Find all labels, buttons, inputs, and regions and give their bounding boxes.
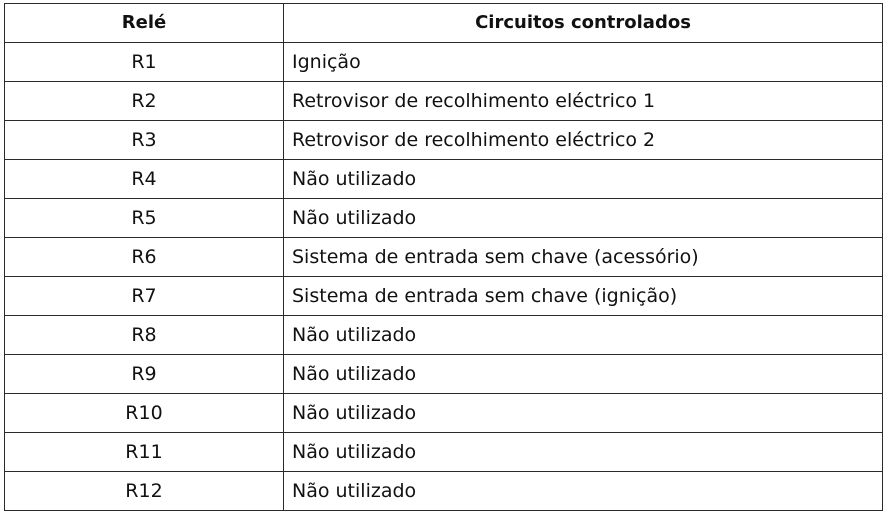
relay-cell: R12 bbox=[5, 472, 284, 511]
circuit-cell: Ignição bbox=[284, 43, 883, 82]
relay-cell: R9 bbox=[5, 355, 284, 394]
circuit-cell: Não utilizado bbox=[284, 199, 883, 238]
table-row bbox=[5, 277, 883, 316]
relay-cell: R8 bbox=[5, 316, 284, 355]
relay-cell: R4 bbox=[5, 160, 284, 199]
table-row bbox=[5, 316, 883, 355]
table-row bbox=[5, 394, 883, 433]
table-row bbox=[5, 355, 883, 394]
table-header-row bbox=[5, 4, 883, 43]
circuit-cell: Não utilizado bbox=[284, 355, 883, 394]
relay-cell: R7 bbox=[5, 277, 284, 316]
circuit-cell: Não utilizado bbox=[284, 433, 883, 472]
circuit-cell: Não utilizado bbox=[284, 160, 883, 199]
header-relay: Relé bbox=[5, 4, 284, 43]
circuit-cell: Não utilizado bbox=[284, 472, 883, 511]
table-row bbox=[5, 199, 883, 238]
table-row bbox=[5, 121, 883, 160]
table-row bbox=[5, 43, 883, 82]
relay-cell: R6 bbox=[5, 238, 284, 277]
relay-cell: R5 bbox=[5, 199, 284, 238]
table-row bbox=[5, 82, 883, 121]
circuit-cell: Sistema de entrada sem chave (acessório) bbox=[284, 238, 883, 277]
circuit-cell: Não utilizado bbox=[284, 394, 883, 433]
relay-cell: R3 bbox=[5, 121, 284, 160]
table-row bbox=[5, 472, 883, 511]
circuit-cell: Retrovisor de recolhimento eléctrico 2 bbox=[284, 121, 883, 160]
relay-table bbox=[4, 3, 883, 511]
table-row bbox=[5, 160, 883, 199]
circuit-cell: Não utilizado bbox=[284, 316, 883, 355]
header-circuits: Circuitos controlados bbox=[284, 4, 883, 43]
relay-cell: R1 bbox=[5, 43, 284, 82]
relay-cell: R2 bbox=[5, 82, 284, 121]
relay-cell: R11 bbox=[5, 433, 284, 472]
table-row bbox=[5, 433, 883, 472]
relay-cell: R10 bbox=[5, 394, 284, 433]
table-row bbox=[5, 238, 883, 277]
circuit-cell: Retrovisor de recolhimento eléctrico 1 bbox=[284, 82, 883, 121]
circuit-cell: Sistema de entrada sem chave (ignição) bbox=[284, 277, 883, 316]
